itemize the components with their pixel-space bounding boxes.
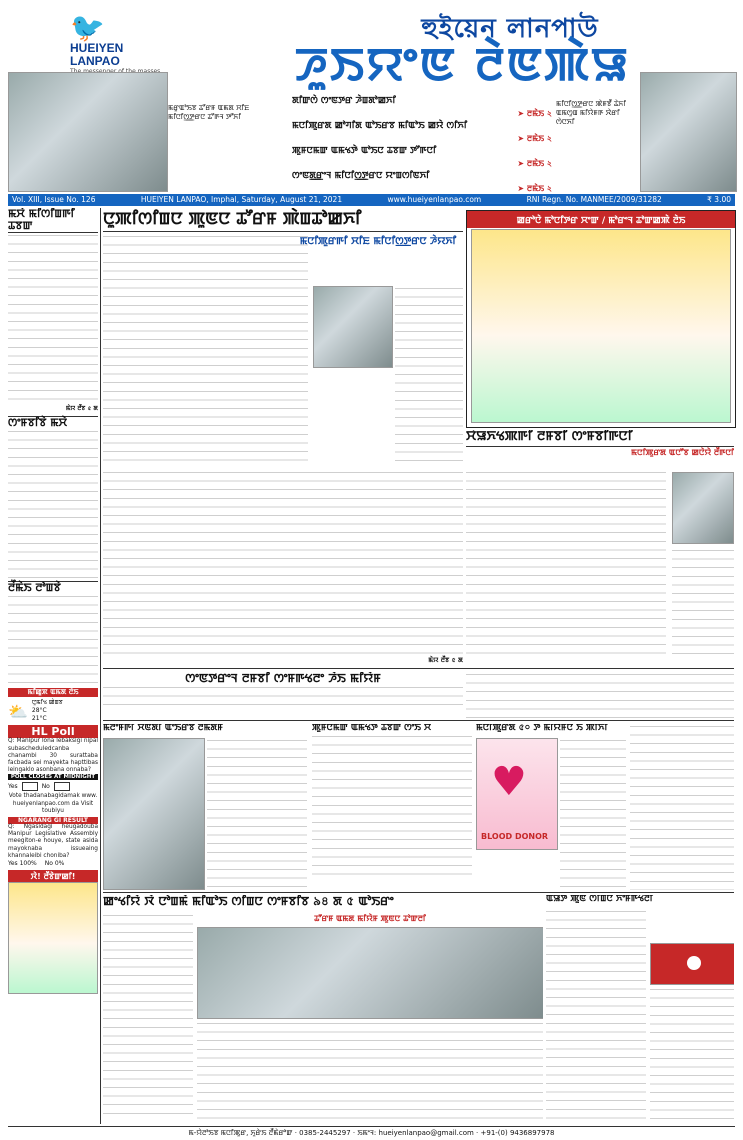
lead-body-right <box>395 286 463 466</box>
row3-story3-headline[interactable]: ꯃꯅꯤꯄꯨꯔꯗ ৫০ ꯇꯩ ꯃꯤꯌꯥꯝꯅ ꯏ ꯄꯤꯈꯤ <box>476 724 608 733</box>
masthead <box>0 0 743 193</box>
poll-no-label: No <box>41 783 50 791</box>
left-story1-headline[interactable]: ꯃꯆꯥ ꯃꯤꯁꯤꯡꯒꯤ ꯊꯕꯛ <box>8 208 98 233</box>
small-cartoon-title: ꯋꯥ! ꯂꯩꯕꯥꯛꯀꯤ! <box>8 870 98 882</box>
volume-info: Vol. XIII, Issue No. 126 <box>12 195 96 204</box>
lead-more[interactable]: ꯃꯥꯌ ꯂꯩꯕ ৫ ꯗ <box>428 656 463 664</box>
masthead-title-big: ꯍꯨꯏꯌꯦꯟ ꯂꯥꯟꯄꯥꯎ <box>294 37 631 91</box>
poll-yes-label: Yes <box>8 783 18 791</box>
right-story-continued <box>466 672 734 718</box>
bottom-photo-caption: ꯊꯧꯔꯝ ꯑꯃꯗ ꯃꯤꯌꯥꯝ ꯄꯨꯟꯅ ꯊꯣꯛꯂꯤ <box>314 914 426 923</box>
lead-headline[interactable]: ꯅꯨꯄꯤꯁꯤꯡꯅ ꯄꯨꯟꯅ ꯊꯧꯔꯝ ꯄꯥꯡꯊꯣꯀꯈꯤ <box>103 208 463 232</box>
top-headline-4[interactable]: ꯁꯦꯟꯗ꯭ꯔꯦꯜ ꯃꯤꯅꯤꯁ꯭ꯇꯔꯅ ꯌꯦꯡꯁꯤꯟꯈꯤ <box>292 171 430 181</box>
poll-options <box>8 780 98 793</box>
lead-story <box>103 208 463 668</box>
top-headline-1[interactable]: ꯗꯤꯛꯁꯥ ꯁꯦꯟꯇꯔ ꯍꯥꯡꯗꯣꯀꯈꯤ <box>292 96 396 106</box>
poll-yes-checkbox[interactable] <box>22 782 38 791</box>
top-headline-2-more[interactable]: ➤ ꯂꯃꯥꯏ ২ <box>517 134 552 143</box>
row3-story-2 <box>312 724 472 890</box>
row3-story3-body <box>560 738 626 888</box>
right-story <box>466 430 734 668</box>
logo-name-line1: HUEIYEN <box>70 41 124 55</box>
result-no: No 0% <box>44 860 65 868</box>
bottom-story <box>103 895 543 1123</box>
left-story3-headline[interactable]: ꯂꯩꯃꯥꯏ ꯂꯣꯡꯕꯥ <box>8 581 98 594</box>
flag-image <box>650 943 734 985</box>
poll-no-checkbox[interactable] <box>54 782 70 791</box>
place-date: HUEIYEN LANPAO, Imphal, Saturday, August 21, 2021 <box>140 195 343 204</box>
mid-story-headline[interactable]: ꯁꯦꯟꯇꯔꯦꯜ ꯂꯝꯕꯤ ꯁꯦꯝꯒꯠꯂꯦ ꯍꯥꯏ ꯃꯤꯌꯥꯝ <box>185 672 381 685</box>
hueiyen-logo <box>70 11 190 68</box>
poll-question: Q: Manipur lona lebaksigi nipal subascheduledcanba chanambi 30 surattaba facbada sei mayekta hapttibas leingaklo asonbana onnaba? <box>8 738 98 774</box>
right-column-text <box>630 724 734 890</box>
poll-closes: POLL CLOSES AT MIDNIGHT <box>8 774 98 780</box>
blood-donor-text: BLOOD DONOR <box>481 832 549 841</box>
bottom-story-photo <box>197 927 543 1019</box>
lead-body-left <box>103 234 308 464</box>
row3-story2-headline[interactable]: ꯄꯨꯝꯅꯃꯛ ꯑꯃꯠꯇꯥ ꯊꯕꯛ ꯁꯣꯏ ꯆ <box>312 724 432 733</box>
row3-story-3 <box>476 724 626 890</box>
row3-story2-body <box>312 734 472 882</box>
right-story-subhead[interactable]: ꯃꯅꯤꯄꯨꯔꯗ ꯑꯅꯧꯕ ꯀꯅꯥꯌꯥ ꯂꯩꯒꯅꯤ <box>631 448 734 458</box>
rni-number: RNI Regn. No. MANMEE/2009/31282 <box>526 195 662 204</box>
bottom-story-body-left <box>103 913 193 1121</box>
top-headlines <box>292 96 552 193</box>
mid-story <box>103 672 463 718</box>
small-cartoon <box>8 882 98 994</box>
left-story3-body <box>8 594 98 684</box>
flag-emblem-icon <box>687 956 701 970</box>
row3-story1-photo <box>103 738 205 890</box>
right-story-headline[interactable]: ꯆꯥꯎꯈꯠꯄꯒꯤ ꯂꯝꯕꯤ ꯁꯦꯝꯕꯤꯒꯅꯤ <box>466 430 734 447</box>
bottom-right-headline[interactable]: ꯑꯥꯎꯇ ꯄꯨꯟ ꯁꯤꯡꯅ ꯈꯣꯝꯒꯠꯂꯤ <box>546 895 654 904</box>
weather-label: ꯅꯨꯃꯤꯠ ꯀꯥꯡꯕ <box>31 699 63 707</box>
mid-story-body <box>103 685 463 713</box>
right-photo-caption: ꯃꯤꯅꯤꯁ꯭ꯇꯔꯅ ꯄꯥꯝꯕꯩ ꯊꯥꯈꯤ ꯑꯃꯁꯨꯡ ꯃꯤꯌꯥꯝꯒ ꯋꯥꯔꯤ ꯁꯥꯅꯈꯤ <box>556 100 626 126</box>
left-photo-caption: ꯃꯔꯨꯑꯣꯏꯕ ꯊꯧꯔꯝ ꯑꯃꯗ ꯆꯤꯐ ꯃꯤꯅꯤꯁ꯭ꯇꯔꯅ ꯊꯧꯒꯜ ꯇꯧꯈꯤ <box>168 104 250 121</box>
bird-icon: 🐦 <box>70 11 105 44</box>
poll-title: HL Poll <box>8 725 98 738</box>
bottom-story-headline[interactable]: ꯀꯦꯠꯤꯌꯥ ꯋꯥ ꯅꯣꯡꯃꯥ ꯃꯤꯑꯣꯏ ꯁꯤꯡꯅ ꯁꯦꯝꯕꯤꯕ ৯৪ ꯗ ৫ ꯑꯣꯏꯔꯦ <box>103 895 394 908</box>
weather-box <box>8 697 98 725</box>
left-masthead-photo <box>8 72 168 192</box>
left-story2-body <box>8 429 98 579</box>
info-strip <box>8 194 735 206</box>
row3-divider <box>103 720 734 721</box>
lead-subhead[interactable]: ꯃꯅꯤꯄꯨꯔꯒꯤ ꯆꯤꯐ ꯃꯤꯅꯤꯁ꯭ꯇꯔꯅ ꯍꯥꯌꯈꯤ <box>299 236 457 247</box>
weather-max: 28°C <box>31 707 47 715</box>
top-headline-1-more[interactable]: ➤ ꯂꯃꯥꯏ ২ <box>517 109 552 118</box>
sun-cloud-icon: ⛅ <box>8 701 28 721</box>
bottom-right-body-right <box>650 987 734 1121</box>
result-yes: Yes 100% <box>8 860 37 868</box>
result-title: NGARANG GI RESULT <box>8 817 98 824</box>
left-story2-headline[interactable]: ꯁꯦꯝꯕꯤꯕꯥ ꯃꯆꯥ <box>8 416 98 429</box>
top-headline-3[interactable]: ꯄꯨꯝꯅꯃꯛ ꯑꯃꯠꯇꯥ ꯑꯣꯏꯅ ꯊꯕꯛ ꯇꯧꯒꯅꯤ <box>292 146 437 156</box>
top-headline-2[interactable]: ꯃꯅꯤꯄꯨꯔꯗ ꯀꯣꯚꯤꯗ ꯑꯣꯏꯔꯕ ꯃꯤꯑꯣꯏ ꯀꯌꯥ ꯁꯤꯈꯤ <box>292 121 468 131</box>
right-story-body-right <box>672 548 734 660</box>
heart-icon: ♥ <box>491 759 527 805</box>
right-masthead-photo <box>640 72 737 192</box>
row3-story1-headline[interactable]: ꯃꯥꯂꯦꯝꯒꯤ ꯆꯥꯟꯗꯤ ꯑꯣꯏꯔꯕ ꯂꯃꯗꯝ <box>103 724 223 733</box>
result-values <box>8 860 98 867</box>
row4-divider <box>103 892 734 893</box>
result-question: Q: Ngasidagi heugadouba Manipur Legislative Assembly meegiton-e houye, state asida mayoknaba issueaing khannaleibi choniba? <box>8 824 98 859</box>
masthead-title-small: হুইয়েন লানপাউ <box>421 14 599 44</box>
row3-story-1 <box>103 724 308 890</box>
lead-body-continued <box>103 470 463 660</box>
row-divider <box>103 668 734 669</box>
main-cartoon-image <box>471 229 731 423</box>
top-headline-4-more[interactable]: ➤ ꯂꯃꯥꯏ ২ <box>517 184 552 193</box>
right-story-body <box>466 470 666 660</box>
weather-title: ꯃꯤꯀꯨꯞ ꯑꯃꯗ ꯂꯥꯏ <box>8 688 98 697</box>
blood-donor-photo <box>476 738 558 850</box>
footer: ꯃ-ꯌꯥꯂꯣꯏꯕ ꯃꯅꯤꯄꯨꯔ, ꯈꯨꯔꯥꯏ ꯂꯩꯃꯥꯔꯣꯛ · 0385-2445297 · ꯏꯃꯦꯜ: hueiyenlanpao@gmail.com · +91-(0) 9436897978 <box>8 1126 735 1139</box>
poll-vote-text[interactable]: Vote thadanabagidamak www. hueiyenlanpao.com da Visit toubiyu <box>8 793 98 814</box>
left-story1-body <box>8 233 98 403</box>
row3-story1-body <box>207 738 307 888</box>
column-divider <box>100 208 101 1124</box>
bottom-right-story <box>546 895 734 1123</box>
lead-photo <box>313 286 393 368</box>
main-cartoon-title: ꯀꯔꯣꯅꯥ ꯃꯣꯅꯤꯇꯔ ꯆꯦꯛ / ꯃꯣꯔꯦꯜ ꯊꯣꯛꯀꯄꯥ ꯂꯥꯏ <box>467 211 735 228</box>
bottom-story-body <box>197 1021 543 1121</box>
left-column <box>8 208 98 1124</box>
logo-name-line2: LANPAO <box>70 54 120 68</box>
bottom-right-body <box>546 909 646 1121</box>
left-story1-more[interactable]: ꯃꯥꯌ ꯂꯩꯕ ৫ ꯗ <box>65 405 98 413</box>
price: ₹ 3.00 <box>707 195 731 204</box>
main-cartoon <box>466 210 736 428</box>
weather-min: 21°C <box>31 715 47 723</box>
right-story-photo <box>672 472 734 544</box>
top-headline-3-more[interactable]: ➤ ꯂꯃꯥꯏ ২ <box>517 159 552 168</box>
website[interactable]: www.hueiyenlanpao.com <box>387 195 482 204</box>
